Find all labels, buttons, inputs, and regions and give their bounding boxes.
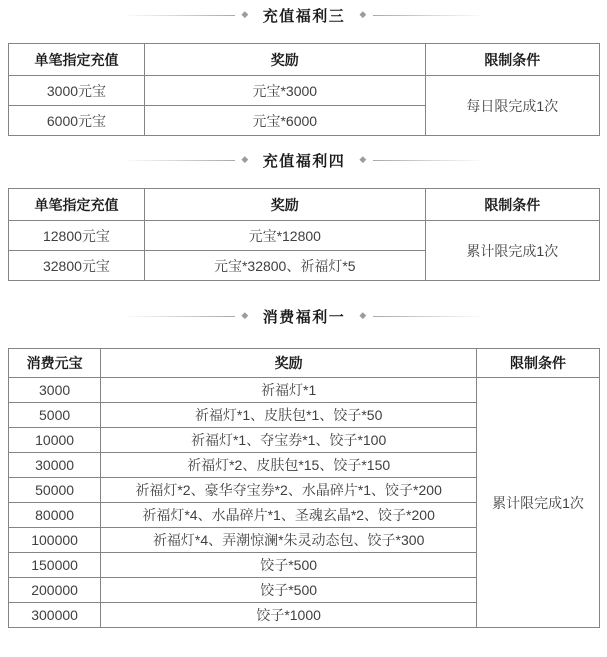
charge-amount-cell: 300000: [9, 603, 101, 628]
charge-amount-cell: 5000: [9, 403, 101, 428]
title-divider-line-right: [373, 160, 485, 161]
reward-cell: 祈福灯*2、皮肤包*15、饺子*150: [101, 453, 477, 478]
charge-amount-cell: 3000: [9, 378, 101, 403]
restriction-cell: 累计限完成1次: [425, 221, 599, 281]
table-header-row: [9, 349, 600, 378]
charge-amount-cell: 32800元宝: [9, 251, 145, 281]
section-title: 充值福利三: [262, 7, 346, 25]
reward-cell: 祈福灯*4、弄潮惊澜*朱灵动态包、饺子*300: [101, 528, 477, 553]
benefit-section: [8, 151, 600, 281]
charge-amount-cell: 10000: [9, 428, 101, 453]
table-header-row: [9, 44, 600, 76]
title-divider-line-right: [373, 316, 485, 317]
reward-cell: 祈福灯*1: [101, 378, 477, 403]
section-title-row: [8, 307, 600, 325]
reward-cell: 饺子*500: [101, 578, 477, 603]
benefit-table: [8, 43, 600, 136]
title-divider-line-left: [123, 160, 235, 161]
section-title-row: [8, 6, 600, 24]
charge-amount-cell: 100000: [9, 528, 101, 553]
table-row: [9, 378, 600, 403]
reward-column-header: 奖励: [144, 44, 425, 76]
charge-column-header: 消费元宝: [9, 349, 101, 378]
section-title-row: [8, 151, 600, 169]
restriction-column-header: 限制条件: [477, 349, 600, 378]
benefit-table: [8, 348, 600, 628]
charge-amount-cell: 50000: [9, 478, 101, 503]
title-divider-line-left: [123, 15, 235, 16]
charge-amount-cell: 12800元宝: [9, 221, 145, 251]
benefit-section: [8, 6, 600, 136]
charge-column-header: 单笔指定充值: [9, 189, 145, 221]
charge-amount-cell: 3000元宝: [9, 76, 145, 106]
restriction-column-header: 限制条件: [425, 189, 599, 221]
diamond-icon: ◆: [359, 9, 367, 20]
charge-amount-cell: 80000: [9, 503, 101, 528]
reward-cell: 祈福灯*2、豪华夺宝券*2、水晶碎片*1、饺子*200: [101, 478, 477, 503]
reward-cell: 祈福灯*1、皮肤包*1、饺子*50: [101, 403, 477, 428]
section-title: 充值福利四: [262, 152, 346, 170]
charge-amount-cell: 200000: [9, 578, 101, 603]
diamond-icon: ◆: [359, 310, 367, 321]
section-title: 消费福利一: [262, 308, 346, 326]
title-divider-line-right: [373, 15, 485, 16]
reward-cell: 元宝*12800: [144, 221, 425, 251]
reward-cell: 祈福灯*1、夺宝券*1、饺子*100: [101, 428, 477, 453]
charge-column-header: 单笔指定充值: [9, 44, 145, 76]
diamond-icon: ◆: [241, 154, 249, 165]
benefit-section: [8, 307, 600, 628]
diamond-icon: ◆: [241, 9, 249, 20]
reward-cell: 元宝*3000: [144, 76, 425, 106]
reward-column-header: 奖励: [101, 349, 477, 378]
restriction-cell: 累计限完成1次: [477, 378, 600, 628]
charge-amount-cell: 150000: [9, 553, 101, 578]
reward-cell: 元宝*6000: [144, 106, 425, 136]
table-header-row: [9, 189, 600, 221]
diamond-icon: ◆: [359, 154, 367, 165]
restriction-cell: 每日限完成1次: [425, 76, 599, 136]
reward-cell: 饺子*1000: [101, 603, 477, 628]
table-row: [9, 221, 600, 251]
reward-column-header: 奖励: [144, 189, 425, 221]
diamond-icon: ◆: [241, 310, 249, 321]
title-divider-line-left: [123, 316, 235, 317]
charge-amount-cell: 6000元宝: [9, 106, 145, 136]
reward-cell: 饺子*500: [101, 553, 477, 578]
table-row: [9, 76, 600, 106]
benefit-table: [8, 188, 600, 281]
reward-cell: 祈福灯*4、水晶碎片*1、圣魂玄晶*2、饺子*200: [101, 503, 477, 528]
restriction-column-header: 限制条件: [425, 44, 599, 76]
reward-cell: 元宝*32800、祈福灯*5: [144, 251, 425, 281]
charge-amount-cell: 30000: [9, 453, 101, 478]
